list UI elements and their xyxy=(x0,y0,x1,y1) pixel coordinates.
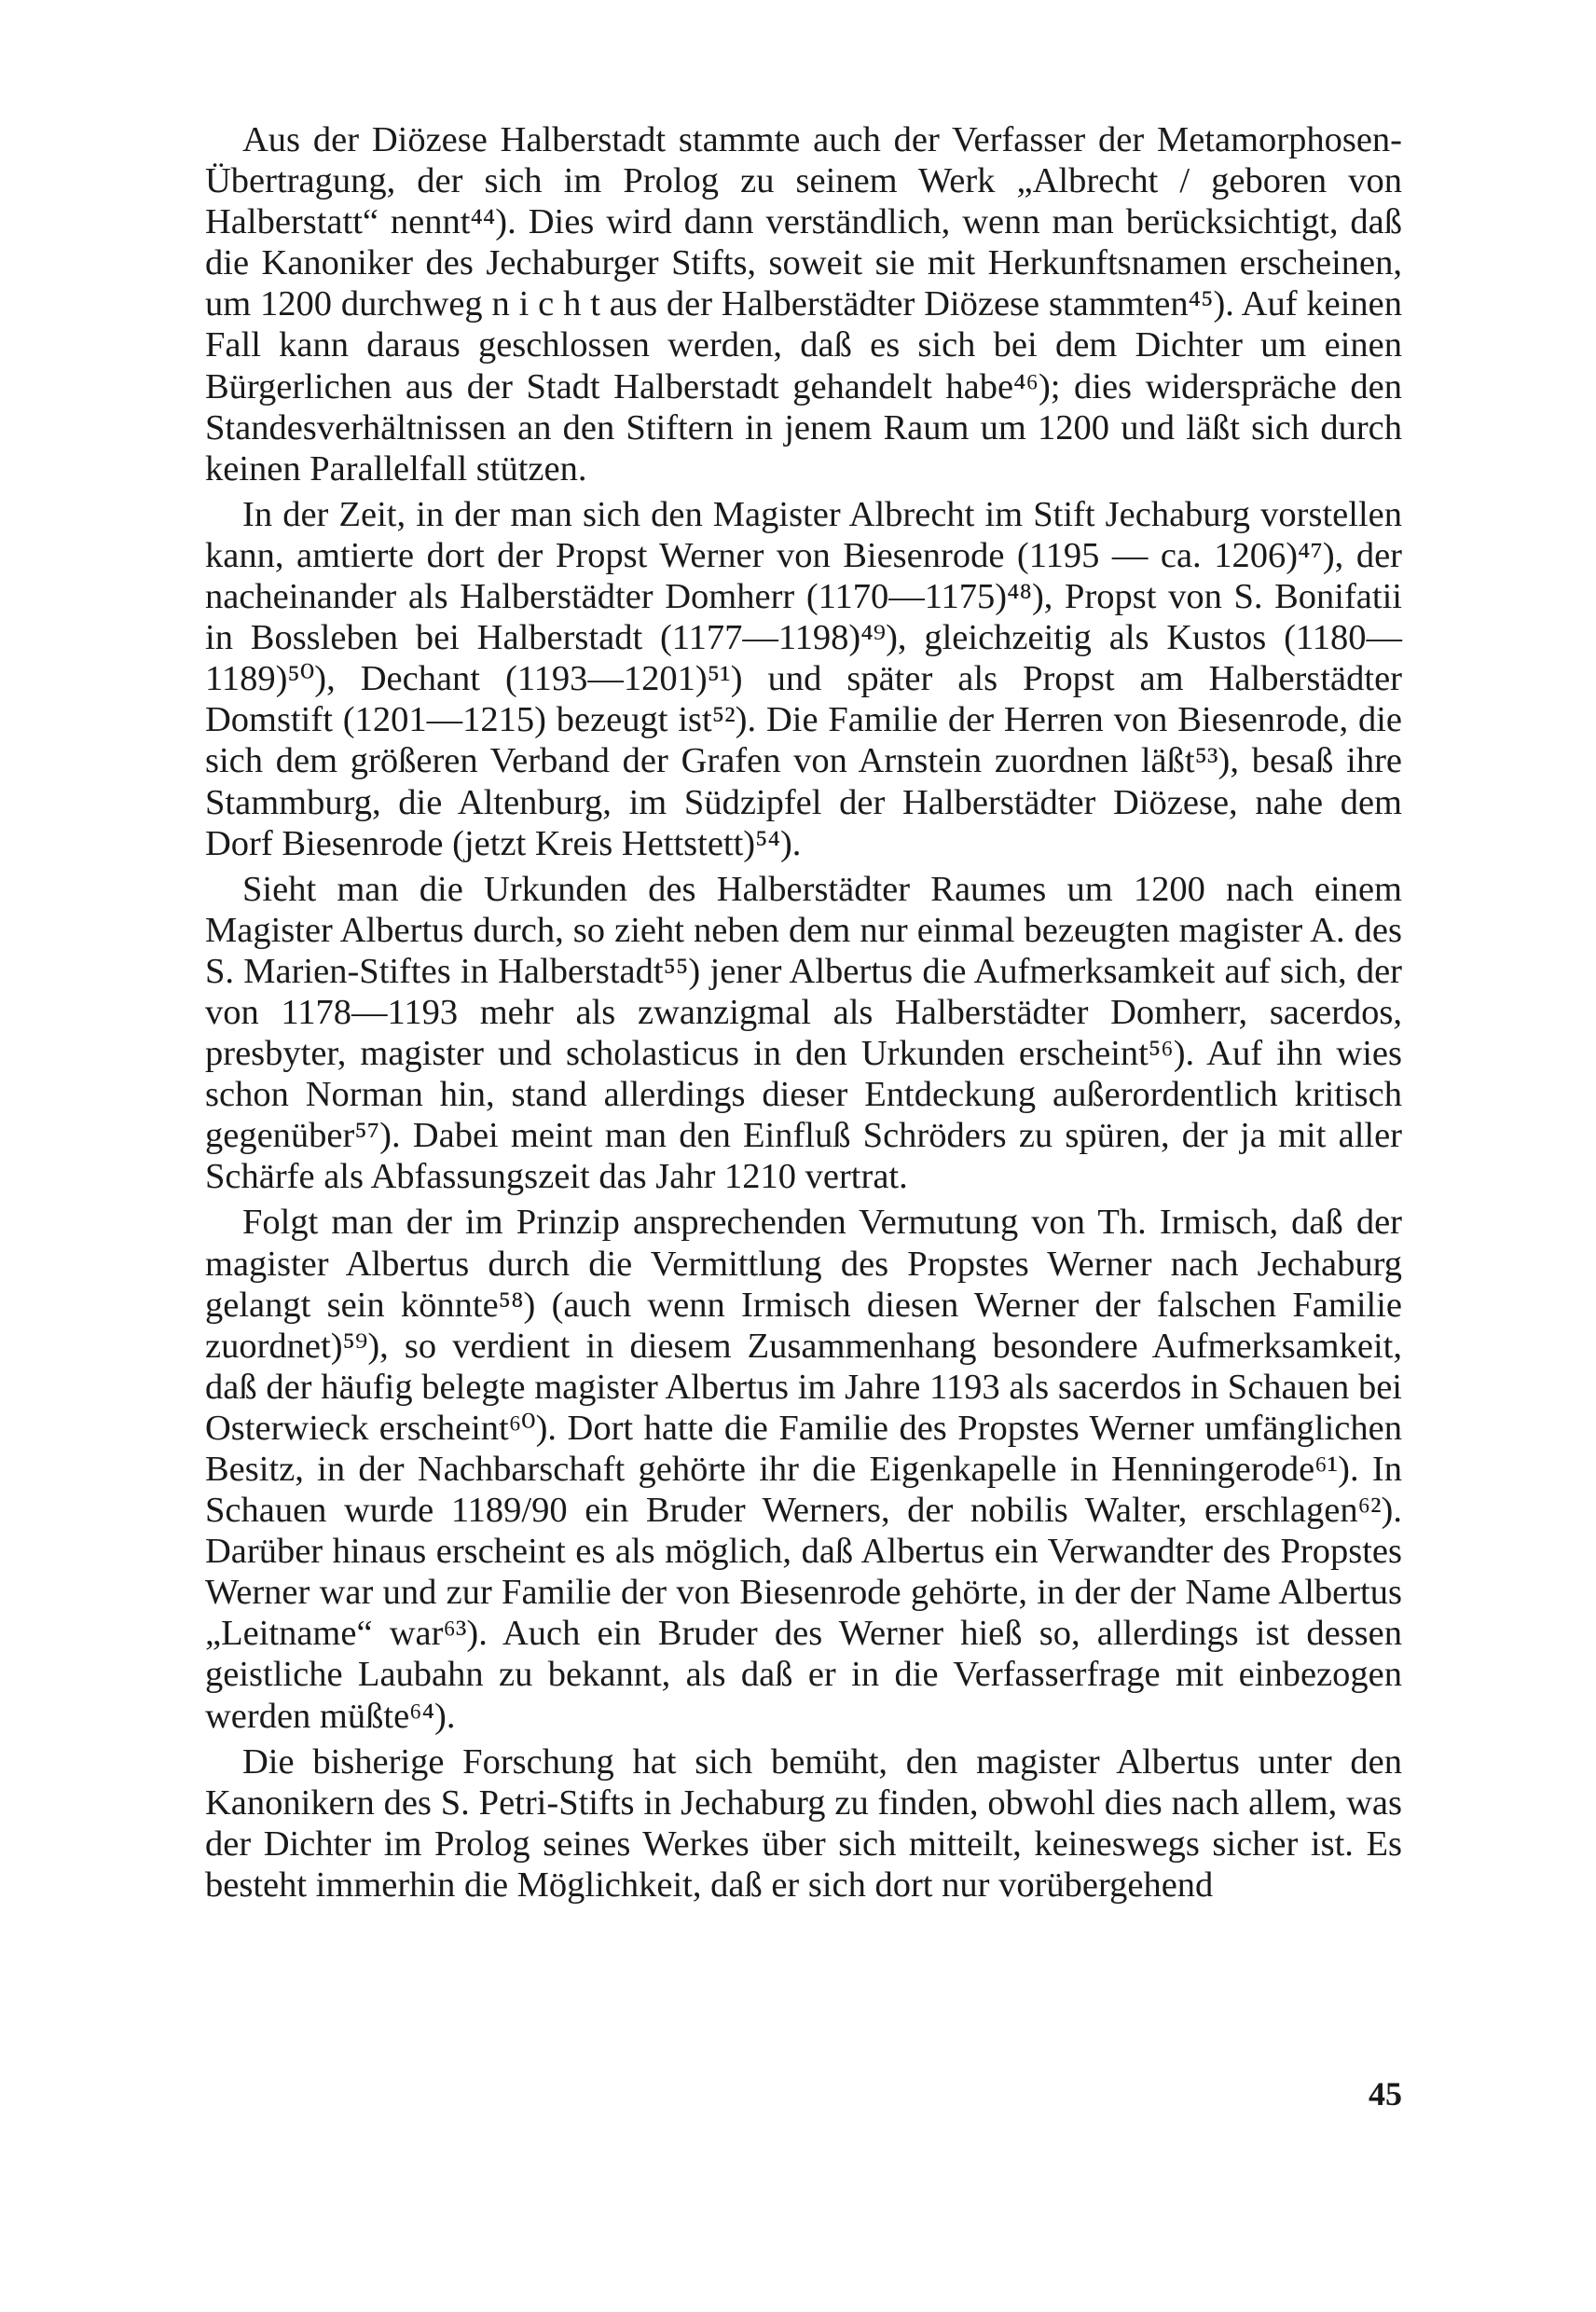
page-number: 45 xyxy=(1369,2075,1402,2112)
body-text xyxy=(205,119,1402,1910)
paragraph-1: Aus der Diözese Halberstadt stammte auch der Verfasser der Metamorphosen-Übertragung, der sich im Prolog zu seinem Werk „Albrecht / geboren von Halberstatt“ nennt⁴⁴). Dies wird dann verständlich, wenn man berücksichtigt, daß die Kanoniker des Jechaburger Stifts, soweit sie mit Herkunftsnamen erscheinen, um 1200 durchweg n i c h t aus der Halberstädter Diözese stammten⁴⁵). Auf keinen Fall kann daraus geschlossen werden, daß es sich bei dem Dichter um einen Bürgerlichen aus der Stadt Halberstadt gehandelt habe⁴⁶); dies widerspräche den Standesverhältnissen an den Stiftern in jenem Raum um 1200 und läßt sich durch keinen Parallelfall stützen. xyxy=(205,120,1402,489)
paragraph-4: Folgt man der im Prinzip ansprechenden Vermutung von Th. Irmisch, daß der magister Albertus durch die Vermittlung des Propstes Werner nach Jechaburg gelangt sein könnte⁵⁸) (auch wenn Irmisch diesen Werner der falschen Familie zuordnet)⁵⁹), so verdient in diesem Zusammenhang besondere Aufmerksamkeit, daß der häufig belegte magister Albertus im Jahre 1193 als sacerdos in Schauen bei Osterwieck erscheint⁶⁰). Dort hatte die Familie des Propstes Werner umfänglichen Besitz, in der Nachbarschaft gehörte ihr die Eigenkapelle in Henningerode⁶¹). In Schauen wurde 1189/90 ein Bruder Werners, der nobilis Walter, erschlagen⁶²). Darüber hinaus erscheint es als möglich, daß Albertus ein Verwandter des Propstes Werner war und zur Familie der von Biesenrode gehörte, in der der Name Albertus „Leitname“ war⁶³). Auch ein Bruder des Werner hieß so, allerdings ist dessen geistliche Laubahn zu bekannt, als daß er in die Verfasserfrage mit einbezogen werden müßte⁶⁴). xyxy=(205,1203,1402,1736)
paragraph-3: Sieht man die Urkunden des Halberstädter Raumes um 1200 nach einem Magister Albertus durch, so zieht neben dem nur einmal bezeugten magister A. des S. Marien-Stiftes in Halberstadt⁵⁵) jener Albertus die Aufmerksamkeit auf sich, der von 1178—1193 mehr als zwanzigmal als Halberstädter Domherr, sacerdos, presbyter, magister und scholasticus in den Urkunden erscheint⁵⁶). Auf ihn wies schon Norman hin, stand allerdings dieser Entdeckung außerordentlich kritisch gegenüber⁵⁷). Dabei meint man den Einfluß Schröders zu spüren, der ja mit aller Schärfe als Abfassungszeit das Jahr 1210 vertrat. xyxy=(205,869,1402,1197)
paragraph-2: In der Zeit, in der man sich den Magister Albrecht im Stift Jechaburg vorstellen kann, amtierte dort der Propst Werner von Biesenrode (1195 — ca. 1206)⁴⁷), der nacheinander als Halberstädter Domherr (1170—1175)⁴⁸), Propst von S. Bonifatii in Bossleben bei Halberstadt (1177—1198)⁴⁹), gleichzeitig als Kustos (1180—1189)⁵⁰), Dechant (1193—1201)⁵¹) und später als Propst am Halberstädter Domstift (1201—1215) bezeugt ist⁵²). Die Familie der Herren von Biesenrode, die sich dem größeren Verband der Grafen von Arnstein zuordnen läßt⁵³), besaß ihre Stammburg, die Altenburg, im Südzipfel der Halberstädter Diözese, nahe dem Dorf Biesenrode (jetzt Kreis Hettstett)⁵⁴). xyxy=(205,494,1402,863)
paragraph-5: Die bisherige Forschung hat sich bemüht, den magister Albertus unter den Kanonikern des S. Petri-Stifts in Jechaburg zu finden, obwohl dies nach allem, was der Dichter im Prolog seines Werkes über sich mitteilt, keineswegs sicher ist. Es besteht immerhin die Möglichkeit, daß er sich dort nur vorübergehend xyxy=(205,1741,1402,1905)
